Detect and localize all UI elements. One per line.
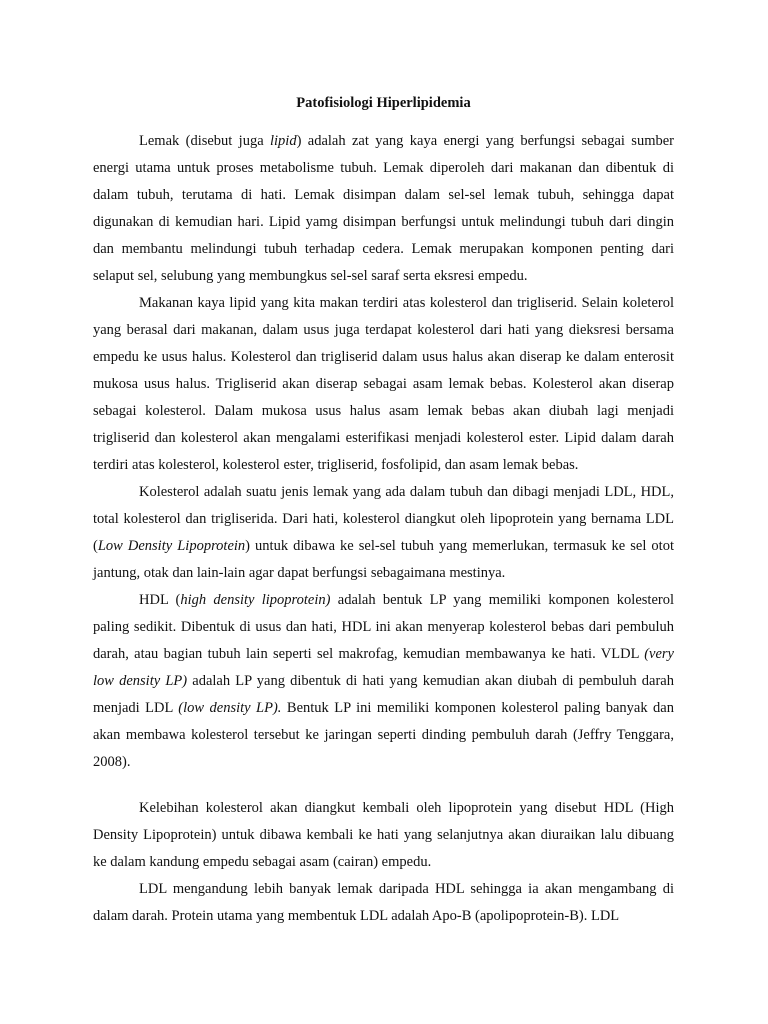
paragraph-cholesterol-ldl [93,479,674,587]
text-run: HDL ( [139,592,181,608]
paragraph-excess-cholesterol: Kelebihan kolesterol akan diangkut kembali oleh lipoprotein yang disebut HDL (High Density Lipoprotein) untuk dibawa kembali ke hati yang selanjutnya akan diuraikan lalu dibuang ke dalam kandung empedu sebagai asam (cairan) empedu. [93,800,674,870]
text-run: Bentuk LP ini memiliki komponen kolesterol paling banyak dan akan membawa kolesterol tersebut ke jaringan seperti dinding pembuluh darah (Jeffry Tenggara, 2008). [93,700,674,770]
document-page [93,90,674,930]
paragraph-hdl-vldl [93,587,674,776]
paragraph-gap [93,776,674,795]
italic-term-ldl: Low Density Lipoprotein [97,538,246,554]
italic-term-vldl: (very low density LP) [93,646,674,689]
text-run: ) adalah zat yang kaya energi yang berfungsi sebagai sumber energi utama untuk proses metabolisme tubuh. Lemak diperoleh dari makanan dan dibentuk di dalam tubuh, terutama di hati. Lemak disimpan dalam sel-sel lemak tubuh, sehingga dapat digunakan di kemudian hari. Lipid yamg disimpan berfungsi untuk melindungi tubuh dari dingin dan membantu melindungi tubuh terhadap cedera. Lemak merupakan komponen penting dari selaput sel, selubung yang membungkus sel-sel saraf serta eksresi empedu. [93,133,674,284]
text-run: adalah bentuk LP yang memiliki komponen kolesterol paling sedikit. Dibentuk di usus dan hati, HDL ini akan menyerap kolesterol bebas dari pembuluh darah, atau bagian tubuh lain seperti sel makrofag, kemudian membawanya ke hati. VLDL [93,592,674,662]
text-run: ) untuk dibawa ke sel-sel tubuh yang memerlukan, termasuk ke sel otot jantung, otak dan lain-lain agar dapat berfungsi sebagaimana mestinya. [93,538,674,581]
italic-term-ldl-lp: (low density LP). [178,700,282,716]
paragraph-lipid-absorption: Makanan kaya lipid yang kita makan terdiri atas kolesterol dan trigliserid. Selain koleterol yang berasal dari makanan, dalam usus juga terdapat kolesterol dari hati yang dieksresi bersama empedu ke usus halus. Kolesterol dan trigliserid dalam usus halus akan diserap ke dalam enterosit mukosa usus halus. Trigliserid akan diserap sebagai asam lemak bebas. Kolesterol akan diserap sebagai kolesterol. Dalam mukosa usus halus asam lemak bebas akan diubah lagi menjadi trigliserid dan kolesterol akan mengalami esterifikasi menjadi kolesterol ester. Lipid dalam darah terdiri atas kolesterol, kolesterol ester, trigliserid, fosfolipid, dan asam lemak bebas. [93,295,674,473]
text-run: adalah LP yang dibentuk di hati yang kemudian akan diubah di pembuluh darah menjadi LDL [93,673,674,716]
italic-term-hdl: high density lipoprotein) [180,592,331,608]
text-run: Lemak (disebut juga [139,133,270,149]
paragraph-ldl-content: LDL mengandung lebih banyak lemak daripada HDL sehingga ia akan mengambang di dalam darah. Protein utama yang membentuk LDL adalah Apo-B (apolipoprotein-B). LDL [93,881,674,924]
page-title: Patofisiologi Hiperlipidemia [296,95,471,111]
italic-term-lipid: lipid [270,133,297,149]
text-run: Kolesterol adalah suatu jenis lemak yang ada dalam tubuh dan dibagi menjadi LDL, HDL, total kolesterol dan trigliserida. Dari hati, kolesterol diangkut oleh lipoprotein yang bernama LDL ( [93,484,674,554]
paragraph-lipid-definition [93,128,674,290]
